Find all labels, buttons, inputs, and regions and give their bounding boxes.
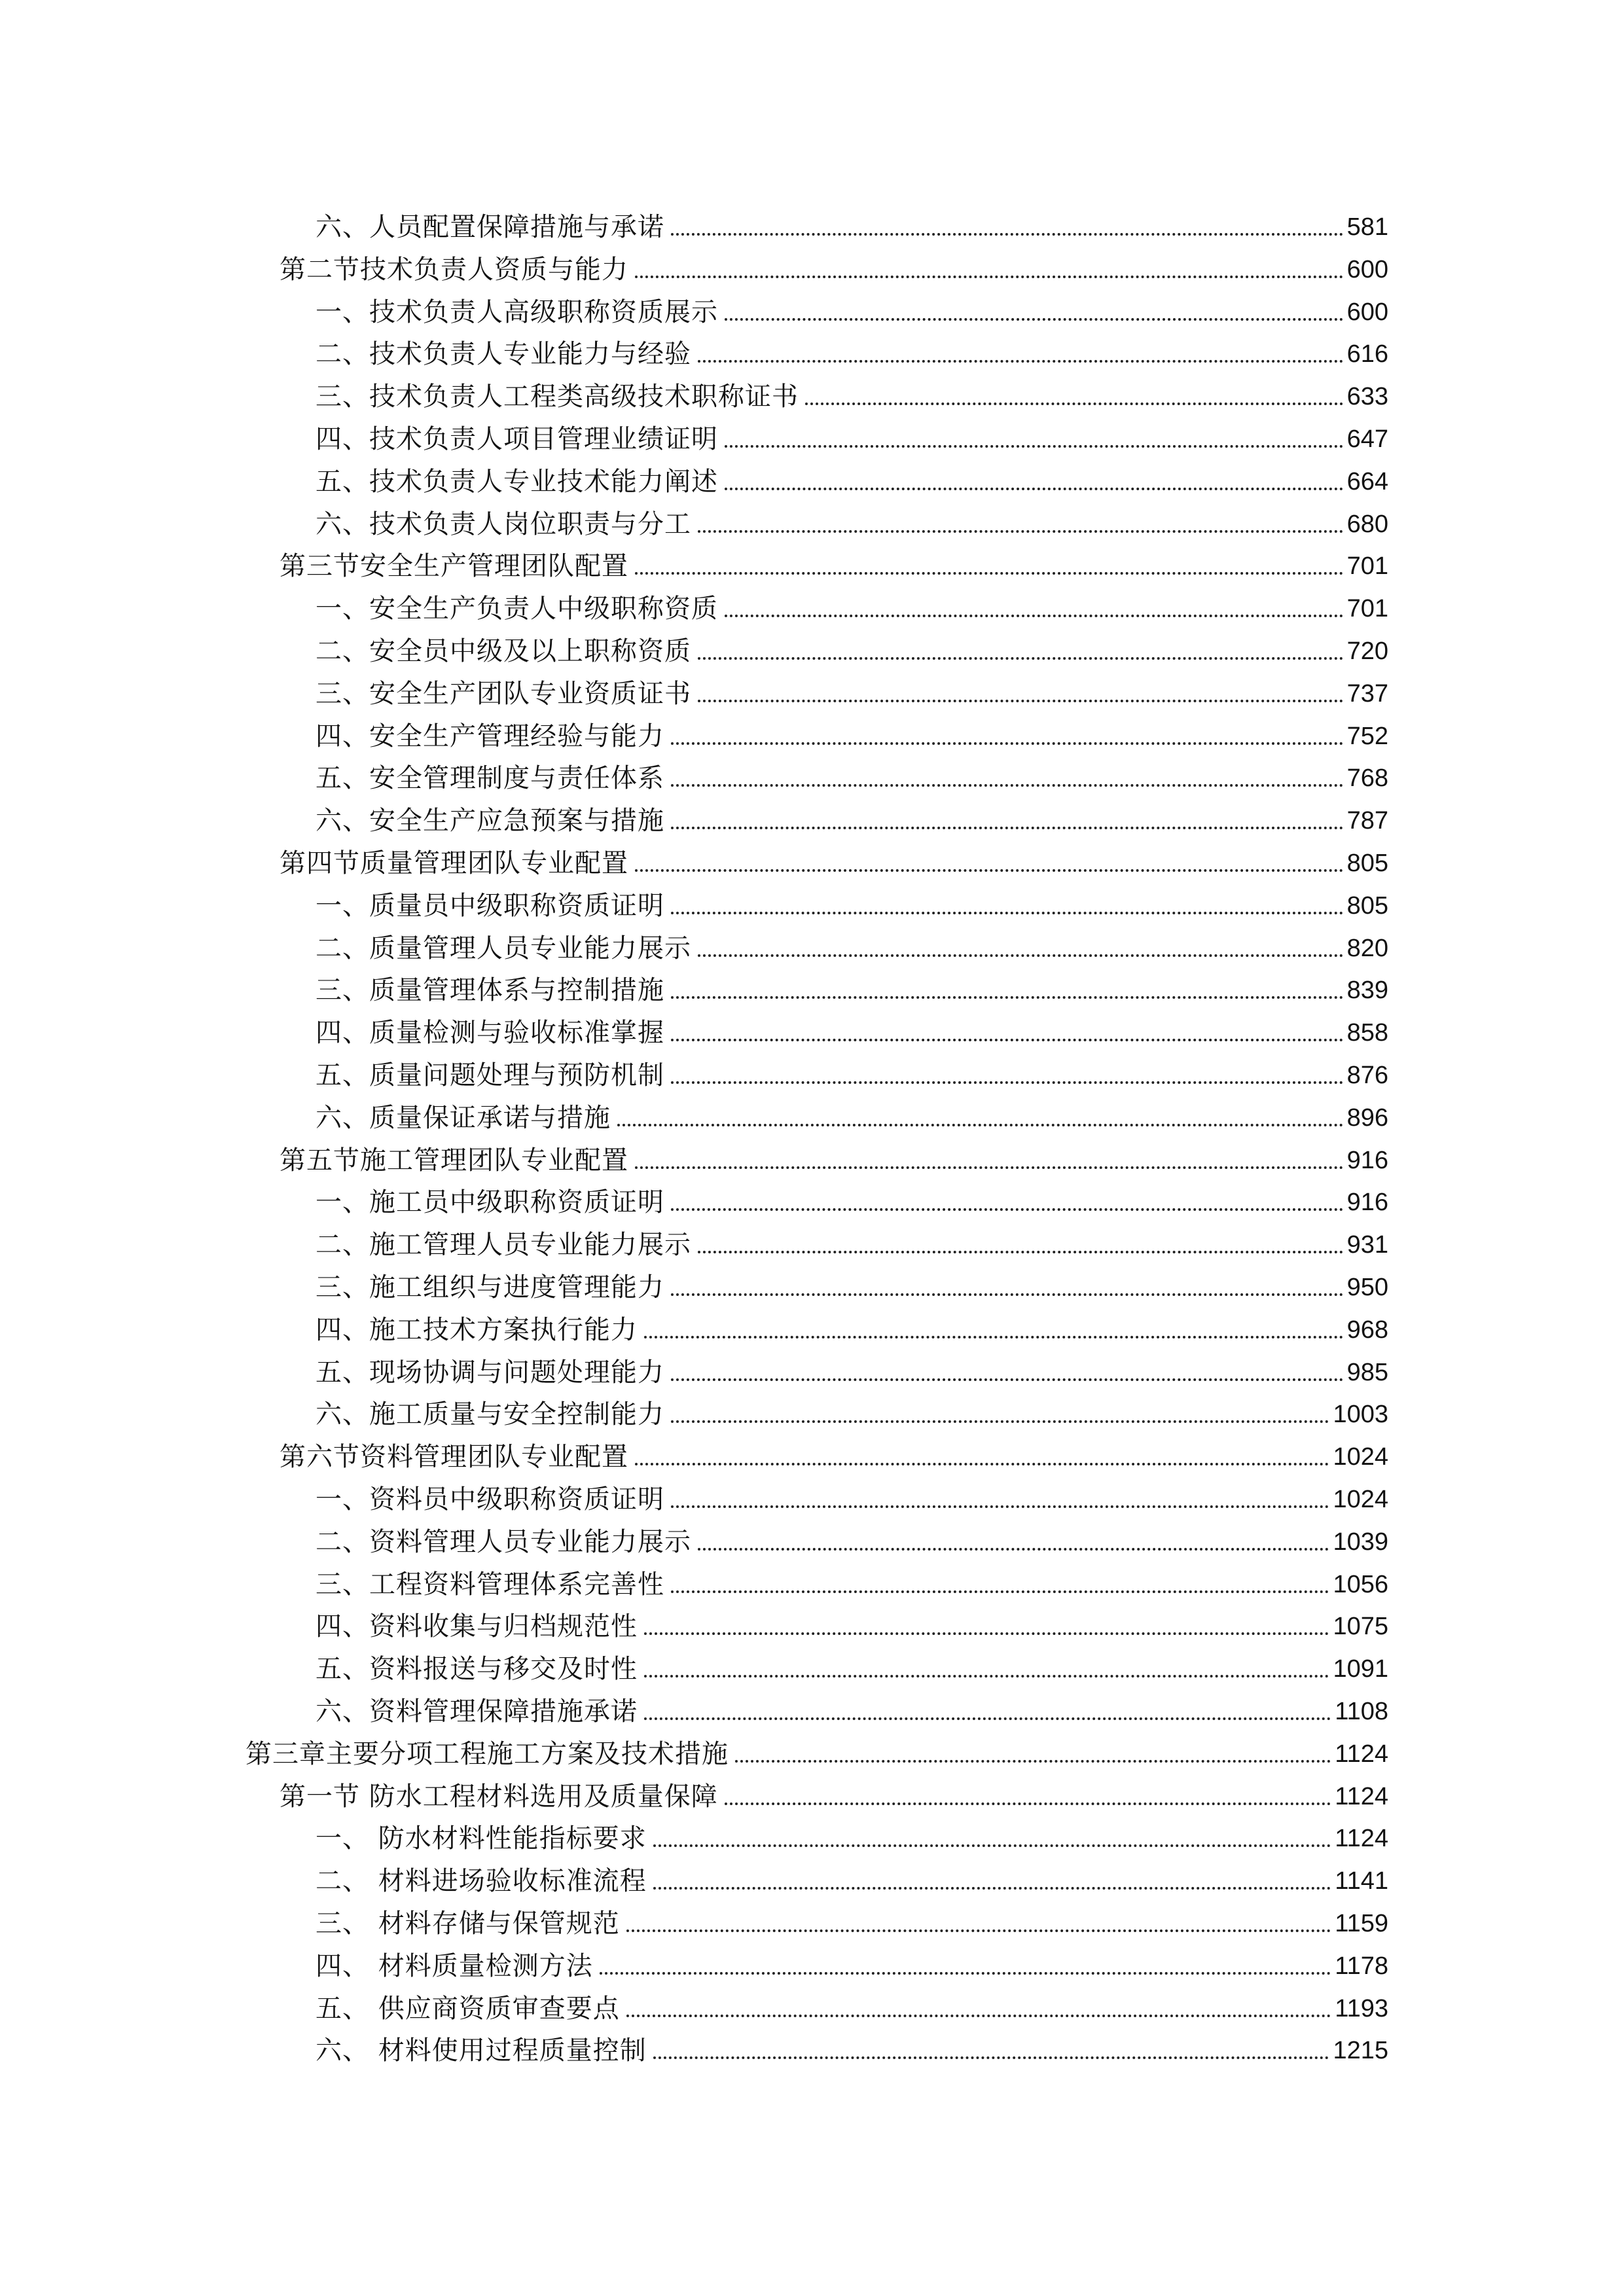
toc-entry-label: 四、资料收集与归档规范性 [316,1611,638,1641]
toc-dot-leader [653,1844,1331,1847]
toc-dot-leader [698,656,1343,660]
toc-page-number: 581 [1346,213,1388,241]
toc-page-number: 720 [1346,637,1388,665]
toc-page-number: 839 [1346,977,1388,1004]
toc-dot-leader [635,869,1343,872]
toc-dot-leader [671,1293,1343,1296]
toc-dot-leader [644,1674,1329,1677]
toc-entry-item[interactable] [316,1347,1388,1389]
toc-entry-label: 一、资料员中级职称资质证明 [316,1484,664,1515]
toc-entry-label: 第一节 防水工程材料选用及质量保障 [280,1782,718,1812]
toc-dot-leader [805,402,1343,405]
toc-entry-section[interactable] [280,244,1388,286]
toc-page-number: 1141 [1335,1867,1388,1895]
toc-page-number: 680 [1346,511,1388,538]
toc-entry-item[interactable] [316,1516,1388,1558]
toc-page-number: 1193 [1335,1995,1388,2022]
toc-entry-item[interactable] [316,1050,1388,1092]
toc-entry-item[interactable] [316,1856,1388,1897]
toc-entry-label: 一、施工员中级职称资质证明 [316,1187,664,1217]
toc-page-number: 1075 [1333,1613,1388,1640]
toc-entry-label: 三、施工组织与进度管理能力 [316,1272,664,1302]
toc-dot-leader [698,529,1343,533]
toc-entry-item[interactable] [316,583,1388,625]
toc-entry-chapter[interactable] [245,1729,1388,1770]
toc-entry-label: 六、安全生产应急预案与措施 [316,806,664,836]
toc-dot-leader [671,826,1343,829]
toc-entry-section[interactable] [280,1431,1388,1473]
toc-entry-item[interactable] [316,880,1388,922]
toc-dot-leader [653,1886,1331,1890]
toc-entry-label: 第二节技术负责人资质与能力 [280,255,628,285]
toc-dot-leader [635,1462,1329,1465]
toc-entry-item[interactable] [316,329,1388,370]
toc-dot-leader [698,699,1343,702]
toc-dot-leader [735,1759,1331,1763]
toc-entry-label: 二、施工管理人员专业能力展示 [316,1230,691,1260]
toc-page-number: 1003 [1333,1401,1388,1428]
toc-entry-label: 第三节安全生产管理团队配置 [280,551,628,581]
toc-entry-label: 二、资料管理人员专业能力展示 [316,1527,691,1557]
toc-entry-item[interactable] [316,1559,1388,1601]
toc-dot-leader [635,1166,1343,1169]
toc-entry-label: 三、工程资料管理体系完善性 [316,1570,664,1600]
toc-page-number: 858 [1346,1019,1388,1047]
toc-dot-leader [725,1802,1331,1805]
toc-page-number: 787 [1346,807,1388,834]
toc-entry-item[interactable] [316,923,1388,965]
toc-dot-leader [600,1971,1331,1975]
toc-page-number: 737 [1346,680,1388,708]
toc-dot-leader [626,1929,1331,1932]
toc-entry-item[interactable] [316,371,1388,413]
toc-page-number: 931 [1346,1231,1388,1259]
toc-page-number: 805 [1346,850,1388,877]
toc-entry-label: 五、技术负责人专业技术能力阐述 [316,467,718,497]
toc-dot-leader [698,954,1343,957]
toc-page-number: 616 [1346,340,1388,368]
toc-page-number: 768 [1346,764,1388,792]
toc-entry-item[interactable] [316,1262,1388,1304]
toc-page-number: 1091 [1333,1655,1388,1683]
toc-entry-label: 三、 材料存储与保管规范 [316,1909,620,1939]
toc-entry-item[interactable] [316,668,1388,710]
toc-dot-leader [671,783,1343,787]
toc-entry-item[interactable] [316,202,1388,243]
toc-entry-item[interactable] [316,1389,1388,1431]
toc-entry-label: 六、人员配置保障措施与承诺 [316,212,664,242]
toc-dot-leader [671,1420,1329,1423]
toc-dot-leader [671,996,1343,999]
toc-entry-item[interactable] [316,499,1388,541]
toc-page-number: 1108 [1335,1698,1388,1725]
toc-entry-item[interactable] [316,1304,1388,1346]
toc-page-number: 805 [1346,892,1388,920]
toc-entry-label: 三、质量管理体系与控制措施 [316,975,664,1005]
toc-entry-item[interactable] [316,456,1388,498]
toc-entry-label: 一、质量员中级职称资质证明 [316,891,664,921]
toc-entry-label: 二、技术负责人专业能力与经验 [316,339,691,369]
toc-entry-label: 三、安全生产团队专业资质证书 [316,679,691,709]
toc-entry-label: 四、质量检测与验收标准掌握 [316,1018,664,1048]
toc-entry-item[interactable] [316,287,1388,329]
toc-entry-label: 二、安全员中级及以上职称资质 [316,636,691,666]
toc-page-number: 1215 [1333,2037,1388,2064]
toc-dot-leader [671,1590,1329,1593]
toc-page-number: 1024 [1333,1443,1388,1471]
toc-entry-label: 四、技术负责人项目管理业绩证明 [316,424,718,454]
toc-page-number: 1159 [1335,1910,1388,1937]
toc-page-number: 876 [1346,1062,1388,1089]
toc-dot-leader [671,232,1343,236]
toc-entry-label: 第三章主要分项工程施工方案及技术措施 [245,1739,729,1769]
toc-entry-item[interactable] [316,1813,1388,1855]
toc-dot-leader [698,1250,1343,1253]
toc-entry-section[interactable] [280,838,1388,880]
toc-page-number: 752 [1346,723,1388,750]
toc-entry-label: 四、安全生产管理经验与能力 [316,721,664,751]
toc-entry-section[interactable] [280,1135,1388,1177]
toc-entry-item[interactable] [316,1601,1388,1643]
toc-dot-leader [671,1038,1343,1041]
toc-entry-item[interactable] [316,753,1388,795]
toc-entry-label: 三、技术负责人工程类高级技术职称证书 [316,382,799,412]
toc-entry-item[interactable] [316,1474,1388,1516]
toc-entry-item[interactable] [316,626,1388,668]
toc-dot-leader [698,359,1343,363]
toc-page-number: 1024 [1333,1486,1388,1513]
toc-dot-leader [671,911,1343,914]
toc-entry-item[interactable] [316,1643,1388,1685]
toc-dot-leader [725,487,1343,490]
toc-page-number: 916 [1346,1147,1388,1174]
toc-entry-item[interactable] [316,1983,1388,2025]
toc-entry-item[interactable] [316,1686,1388,1728]
toc-dot-leader [671,1378,1343,1381]
toc-page-number: 1178 [1335,1952,1388,1980]
toc-entry-item[interactable] [316,414,1388,456]
toc-entry-item[interactable] [316,711,1388,753]
toc-entry-label: 六、资料管理保障措施承诺 [316,1696,638,1727]
toc-page-number: 985 [1346,1359,1388,1386]
toc-entry-label: 五、质量问题处理与预防机制 [316,1060,664,1090]
toc-dot-leader [671,1505,1329,1508]
toc-page-number: 701 [1346,595,1388,622]
toc-entry-item[interactable] [316,1092,1388,1134]
toc-page-number: 600 [1346,256,1388,283]
toc-entry-label: 五、现场协调与问题处理能力 [316,1357,664,1388]
toc-entry-label: 第四节质量管理团队专业配置 [280,848,628,878]
toc-entry-label: 一、安全生产负责人中级职称资质 [316,594,718,624]
toc-page-number: 1039 [1333,1528,1388,1556]
toc-entry-label: 四、施工技术方案执行能力 [316,1315,638,1345]
toc-page-number: 896 [1346,1104,1388,1132]
toc-entry-item[interactable] [316,1177,1388,1219]
toc-page-number: 701 [1346,552,1388,580]
toc-dot-leader [671,742,1343,745]
toc-dot-leader [671,1208,1343,1211]
toc-entry-label: 第五节施工管理团队专业配置 [280,1145,628,1175]
toc-page-number: 950 [1346,1274,1388,1301]
toc-entry-label: 第六节资料管理团队专业配置 [280,1442,628,1472]
toc-entry-item[interactable] [316,2025,1388,2067]
toc-entry-item[interactable] [316,1007,1388,1049]
toc-entry-section[interactable] [280,541,1388,583]
toc-dot-leader [725,614,1343,617]
toc-page-number: 664 [1346,468,1388,495]
toc-entry-label: 五、安全管理制度与责任体系 [316,763,664,793]
toc-dot-leader [644,1717,1331,1720]
toc-dot-leader [725,317,1343,321]
toc-page-number: 820 [1346,935,1388,962]
toc-dot-leader [671,1081,1343,1084]
toc-page-number: 1124 [1335,1825,1388,1852]
toc-entry-label: 五、 供应商资质审查要点 [316,1994,620,2024]
toc-dot-leader [617,1123,1343,1126]
toc-page-number: 916 [1346,1189,1388,1216]
toc-entry-section[interactable] [280,1771,1388,1813]
toc-dot-leader [653,2056,1329,2059]
toc-entry-label: 一、技术负责人高级职称资质展示 [316,297,718,327]
toc-dot-leader [635,275,1343,278]
toc-entry-item[interactable] [316,1219,1388,1261]
toc-page-number: 647 [1346,425,1388,453]
toc-entry-label: 四、 材料质量检测方法 [316,1951,593,1981]
toc-page-number: 1124 [1335,1783,1388,1810]
toc-page-number: 1056 [1333,1571,1388,1598]
toc-entry-label: 六、质量保证承诺与措施 [316,1103,611,1133]
toc-dot-leader [644,1335,1343,1338]
toc-entry-item[interactable] [316,795,1388,837]
toc-entry-item[interactable] [316,1898,1388,1940]
toc-dot-leader [635,571,1343,575]
toc-entry-label: 六、施工质量与安全控制能力 [316,1399,664,1429]
toc-entry-label: 六、技术负责人岗位职责与分工 [316,509,691,539]
toc-entry-item[interactable] [316,1941,1388,1982]
toc-page-number: 600 [1346,298,1388,326]
toc-entry-label: 五、资料报送与移交及时性 [316,1654,638,1684]
toc-page-number: 633 [1346,383,1388,410]
toc-entry-item[interactable] [316,965,1388,1007]
toc-entry-label: 二、质量管理人员专业能力展示 [316,933,691,963]
toc-entry-label: 六、 材料使用过程质量控制 [316,2036,647,2066]
toc-page-number: 968 [1346,1316,1388,1344]
toc-dot-leader [626,2014,1331,2017]
toc-dot-leader [644,1632,1329,1635]
toc-dot-leader [698,1547,1329,1551]
toc-entry-label: 一、 防水材料性能指标要求 [316,1823,647,1854]
toc-entry-label: 二、 材料进场验收标准流程 [316,1866,647,1896]
toc-page-number: 1124 [1335,1740,1388,1768]
toc-dot-leader [725,444,1343,448]
